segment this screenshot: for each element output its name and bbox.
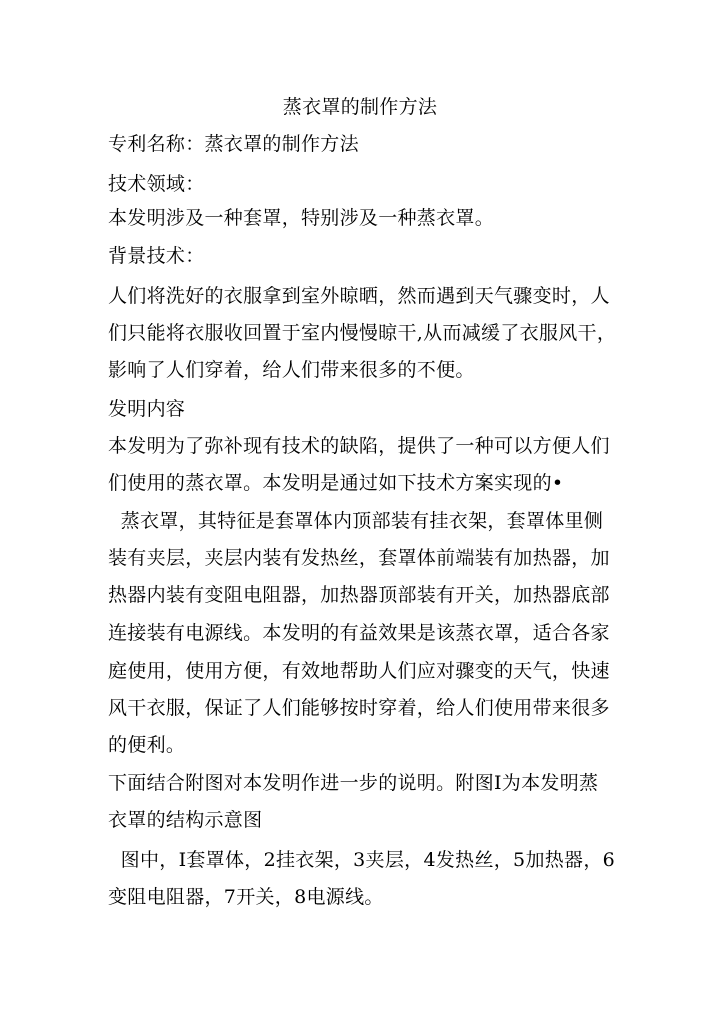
text-line: 本发明为了弥补现有技术的缺陷，提供了一种可以方便人们: [108, 435, 610, 457]
text-line: 们使用的蒸衣罩。本发明是通过如下技术方案实现的•: [108, 472, 564, 494]
section-heading-technical-field: 技术领域：: [108, 173, 205, 195]
text-line: 们只能将衣服收回置于室内慢慢晾干,从而减缓了衣服风干，: [108, 322, 617, 344]
text-line: 的便利。: [108, 734, 186, 756]
text-line: 图中，I套罩体，2挂衣架，3夹层，4发热丝，5加热器，6: [108, 849, 616, 871]
text-line: 热器内装有变阻电阻器，加热器顶部装有开关，加热器底部: [108, 584, 610, 606]
text-line: 衣罩的结构示意图: [108, 809, 263, 831]
text-line: 庭使用，使用方便，有效地帮助人们应对骤变的天气，快速: [108, 660, 610, 682]
text-line: 蒸衣罩，其特征是套罩体内顶部装有挂衣架，套罩体里侧: [108, 510, 604, 532]
text-line: 下面结合附图对本发明作进一步的说明。附图I为本发明蒸: [108, 772, 599, 794]
document-title: 蒸衣罩的制作方法: [282, 96, 438, 118]
text-line: 风干衣服，保证了人们能够按时穿着，给人们使用带来很多: [108, 697, 610, 719]
text-line: 人们将洗好的衣服拿到室外晾晒，然而遇到天气骤变时，人: [108, 285, 610, 307]
section-heading-background: 背景技术：: [108, 245, 205, 267]
patent-name-line: 专利名称：蒸衣罩的制作方法: [108, 133, 359, 155]
text-line: 装有夹层，夹层内装有发热丝，套罩体前端装有加热器，加: [108, 547, 610, 569]
text-line: 影响了人们穿着，给人们带来很多的不便。: [108, 359, 475, 381]
text-line: 变阻电阻器，7开关，8电源线。: [108, 886, 384, 908]
section-heading-invention-content: 发明内容: [108, 398, 186, 420]
text-line: 连接装有电源线。本发明的有益效果是该蒸衣罩，适合各家: [108, 622, 610, 644]
text-line: 本发明涉及一种套罩，特别涉及一种蒸衣罩。: [108, 207, 495, 229]
